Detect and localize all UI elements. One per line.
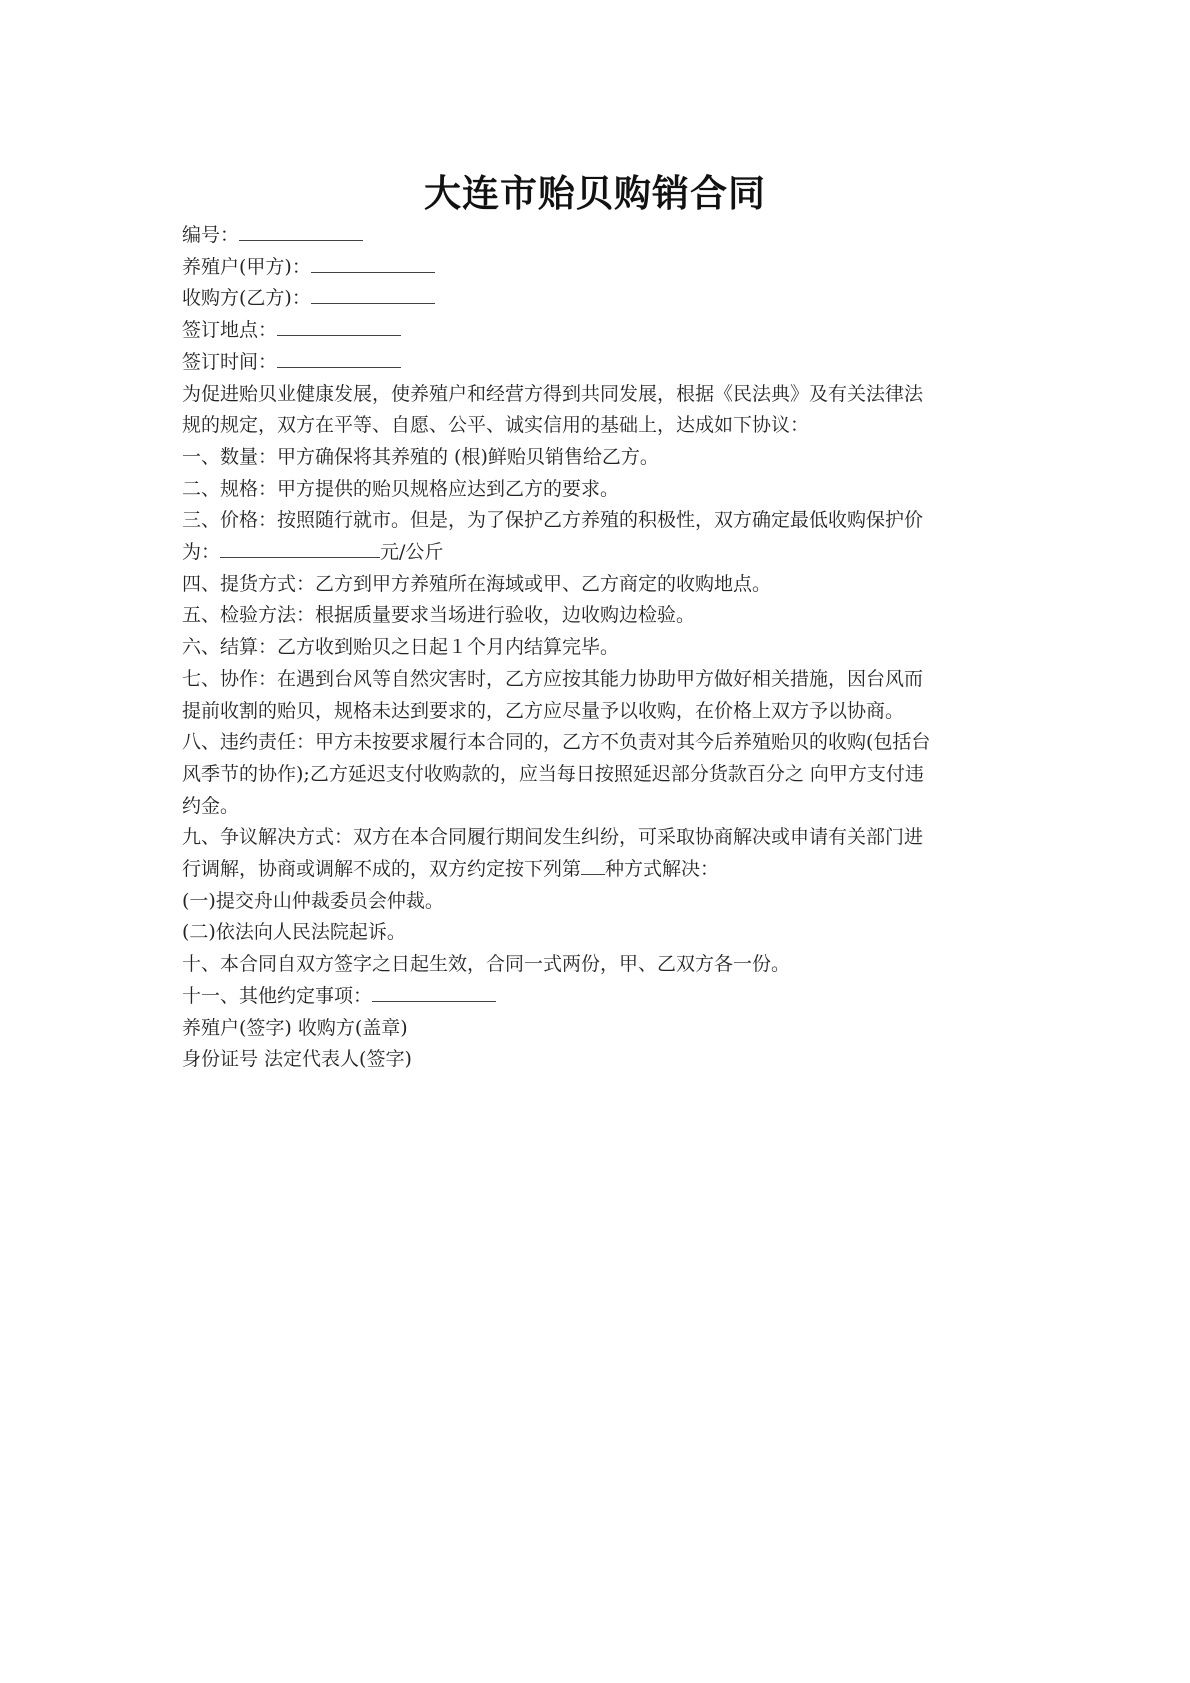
field-label: 养殖户(甲方)： — [182, 255, 311, 278]
clause-liability-cont: 约金。 — [182, 794, 240, 817]
clause-settlement: 六、结算：乙方收到贻贝之日起１个月内结算完毕。 — [182, 636, 620, 659]
blank-line[interactable] — [311, 254, 435, 273]
dispute-option-arbitration: (一)提交舟山仲裁委员会仲裁。 — [182, 889, 444, 912]
signature-line: 身份证号 法定代表人(签字) — [182, 1048, 412, 1071]
preamble-line: 规的规定，双方在平等、自愿、公平、诚实信用的基础上，达成如下协议： — [182, 414, 810, 437]
field-label: 收购方(乙方)： — [182, 287, 311, 310]
field-party-a — [182, 252, 1012, 284]
clause-effectiveness: 十、本合同自双方签字之日起生效，合同一式两份，甲、乙双方各一份。 — [182, 953, 791, 976]
field-signing-place — [182, 315, 1012, 347]
clause-liability: 八、违约责任：甲方未按要求履行本合同的，乙方不负责对其今后养殖贻贝的收购(包括台 — [182, 731, 931, 754]
field-label: 编号： — [182, 224, 240, 246]
clause-text: 行调解，协商或调解不成的，双方约定按下列第 — [182, 858, 582, 881]
signature-line: 养殖户(签字) 收购方(盖章) — [182, 1016, 408, 1039]
clause-specification: 二、规格：甲方提供的贻贝规格应达到乙方的要求。 — [182, 477, 620, 500]
clause-text: 为： — [182, 541, 221, 564]
clause-other — [182, 981, 1012, 1013]
price-blank[interactable] — [220, 539, 380, 558]
field-signing-time — [182, 347, 1012, 379]
clause-dispute-cont — [182, 854, 1012, 886]
clause-quantity: 一、数量：甲方确保将其养殖的 (根)鲜贻贝销售给乙方。 — [182, 445, 659, 468]
blank-line[interactable] — [277, 349, 401, 368]
blank-line[interactable] — [372, 983, 496, 1002]
clause-cooperation: 七、协作：在遇到台风等自然灾害时，乙方应按其能力协助甲方做好相关措施，因台风而 — [182, 667, 924, 690]
contract-body — [182, 220, 1012, 1076]
blank-line[interactable] — [239, 222, 363, 241]
clause-delivery: 四、提货方式：乙方到甲方养殖所在海域或甲、乙方商定的收购地点。 — [182, 572, 772, 595]
clause-text: 种方式解决： — [605, 858, 720, 881]
preamble-line: 为促进贻贝业健康发展，使养殖户和经营方得到共同发展，根据《民法典》及有关法律法 — [182, 382, 924, 405]
clause-cooperation-cont: 提前收割的贻贝，规格未达到要求的，乙方应尽量予以收购，在价格上双方予以协商。 — [182, 699, 905, 722]
field-label: 签订地点： — [182, 319, 278, 342]
clause-inspection: 五、检验方法：根据质量要求当场进行验收，边收购边检验。 — [182, 604, 696, 627]
field-party-b — [182, 283, 1012, 315]
blank-line[interactable] — [311, 285, 435, 304]
field-contract-number — [182, 220, 1012, 252]
field-label: 签订时间： — [182, 350, 278, 373]
clause-liability-cont: 风季节的协作);乙方延迟支付收购款的，应当每日按照延迟部分货款百分之 向甲方支付违 — [182, 762, 924, 785]
blank-line[interactable] — [277, 317, 401, 336]
option-blank[interactable] — [581, 856, 605, 875]
dispute-option-lawsuit: (二)依法向人民法院起诉。 — [182, 921, 406, 944]
price-unit: 元/公斤 — [380, 541, 444, 564]
clause-dispute: 九、争议解决方式：双方在本合同履行期间发生纠纷，可采取协商解决或申请有关部门进 — [182, 826, 924, 849]
clause-price-cont — [182, 537, 1012, 569]
clause-price: 三、价格：按照随行就市。但是，为了保护乙方养殖的积极性，双方确定最低收购保护价 — [182, 509, 924, 532]
document-title: 大连市贻贝购销合同 — [424, 172, 766, 215]
clause-text: 十一、其他约定事项： — [182, 984, 373, 1007]
